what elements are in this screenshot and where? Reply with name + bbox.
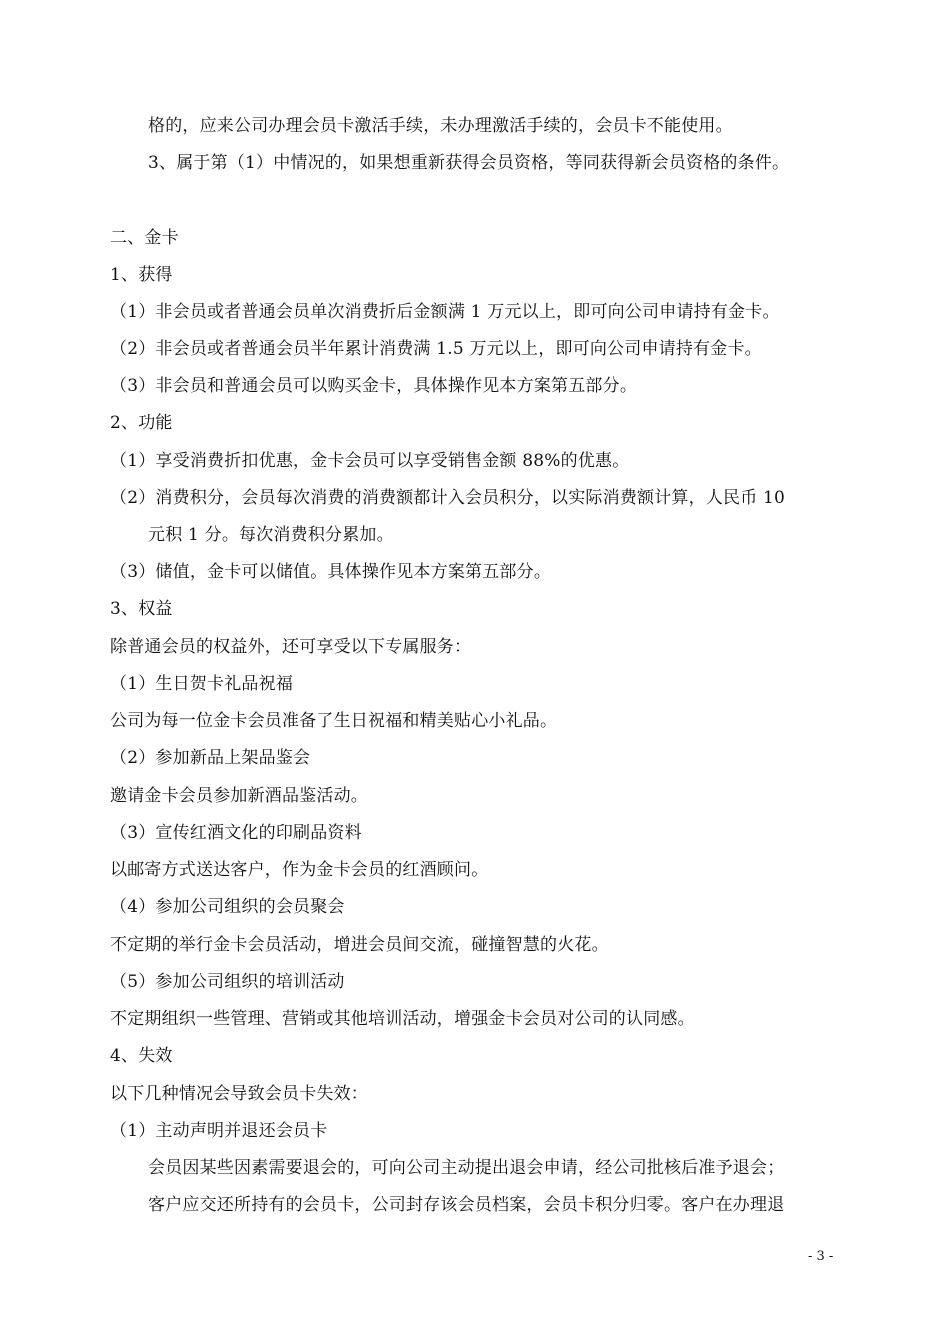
list-item: （2）消费积分，会员每次消费的消费额都计入会员积分，以实际消费额计算，人民币 10 <box>110 488 786 508</box>
paragraph-line: 格的，应来公司办理会员卡激活手续，未办理激活手续的，会员卡不能使用。 <box>148 116 733 136</box>
list-item: （1）主动声明并退还会员卡 <box>110 1121 328 1141</box>
list-item: （1）享受消费折扣优惠，金卡会员可以享受销售金额 88%的优惠。 <box>110 451 630 471</box>
list-item: （1）生日贺卡礼品祝福 <box>110 674 294 694</box>
list-item: （3）储值，金卡可以储值。具体操作见本方案第五部分。 <box>110 562 552 582</box>
subsection-heading: 1、获得 <box>110 265 173 285</box>
paragraph-line: 以邮寄方式送达客户，作为金卡会员的红酒顾问。 <box>110 860 489 880</box>
paragraph-line: 元积 1 分。每次消费积分累加。 <box>148 525 394 545</box>
list-item: （4）参加公司组织的会员聚会 <box>110 897 345 917</box>
list-item: （3）非会员和普通会员可以购买金卡，具体操作见本方案第五部分。 <box>110 376 638 396</box>
subsection-heading: 3、权益 <box>110 599 173 619</box>
page-number: - 3 - <box>808 1249 834 1264</box>
paragraph-line: 以下几种情况会导致会员卡失效： <box>110 1084 368 1104</box>
paragraph-line: 客户应交还所持有的会员卡，公司封存该会员档案，会员卡积分归零。客户在办理退 <box>148 1195 785 1215</box>
list-item: （5）参加公司组织的培训活动 <box>110 972 345 992</box>
paragraph-line: 不定期组织一些管理、营销或其他培训活动，增强金卡会员对公司的认同感。 <box>110 1009 695 1029</box>
paragraph-line: 邀请金卡会员参加新酒品鉴活动。 <box>110 786 368 806</box>
paragraph-line: 会员因某些因素需要退会的，可向公司主动提出退会申请，经公司批核后准予退会； <box>148 1158 785 1178</box>
list-item: （2）参加新品上架品鉴会 <box>110 748 311 768</box>
paragraph-line: 公司为每一位金卡会员准备了生日祝福和精美贴心小礼品。 <box>110 711 558 731</box>
paragraph-line: 除普通会员的权益外，还可享受以下专属服务： <box>110 637 472 657</box>
paragraph-line: 不定期的举行金卡会员活动，增进会员间交流，碰撞智慧的火花。 <box>110 935 609 955</box>
section-heading: 二、金卡 <box>110 228 179 248</box>
subsection-heading: 2、功能 <box>110 413 173 433</box>
subsection-heading: 4、失效 <box>110 1046 173 1066</box>
list-item: （3）宣传红酒文化的印刷品资料 <box>110 823 362 843</box>
list-item: （2）非会员或者普通会员半年累计消费满 1.5 万元以上，即可向公司申请持有金卡。 <box>110 339 762 359</box>
paragraph-line: 3、属于第（1）中情况的，如果想重新获得会员资格，等同获得新会员资格的条件。 <box>148 153 790 173</box>
list-item: （1）非会员或者普通会员单次消费折后金额满 1 万元以上，即可向公司申请持有金卡。 <box>110 302 780 322</box>
